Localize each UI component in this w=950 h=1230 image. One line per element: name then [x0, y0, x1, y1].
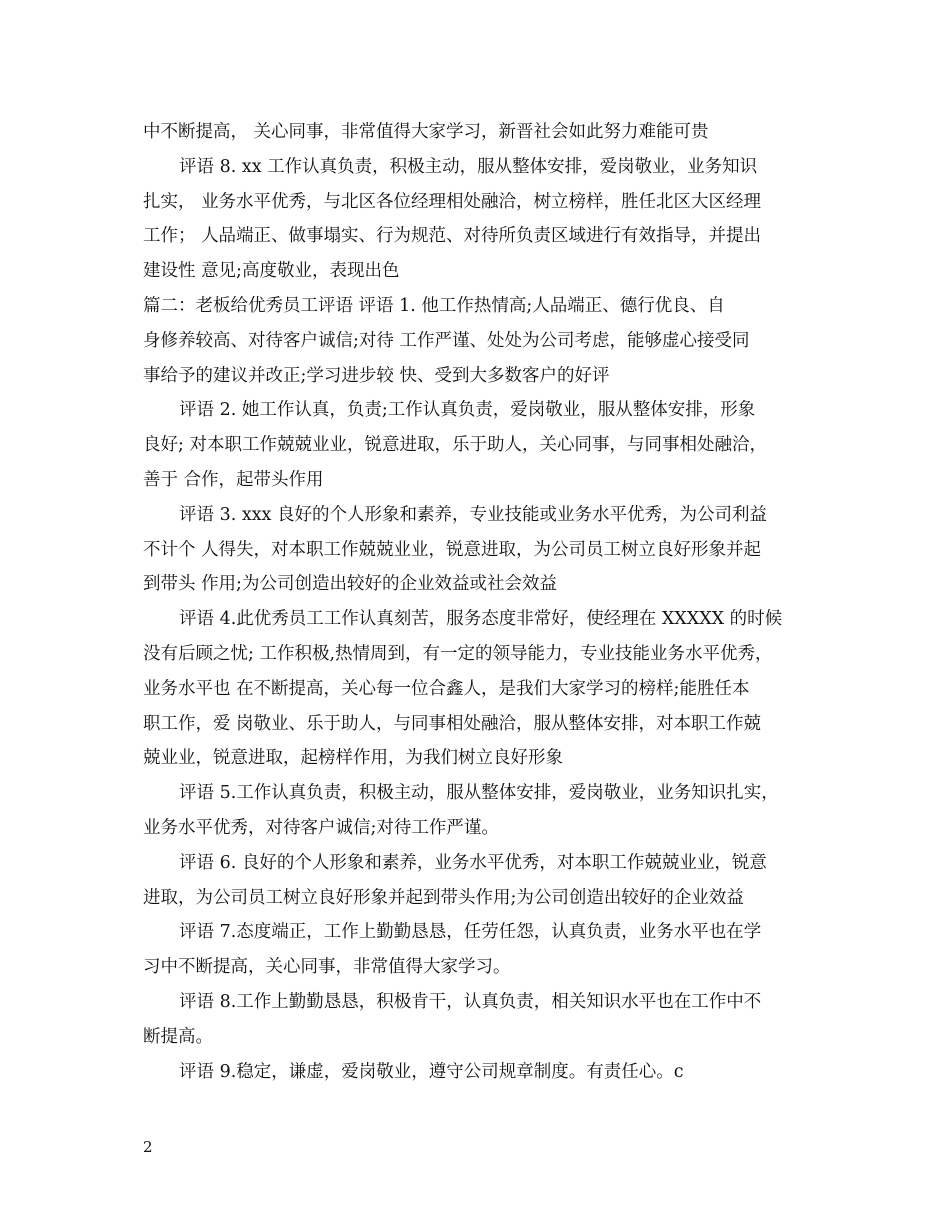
text-line: 评语 4.此优秀员工工作认真刻苦，服务态度非常好，使经理在 XXXXX 的时候: [179, 609, 783, 630]
text-line: 善于 合作，起带头作用: [143, 469, 324, 490]
text-line: 断提高。: [143, 1026, 213, 1047]
text-line: 建设性 意见;高度敬业，表现出色: [143, 261, 400, 282]
text-line: 评语 8.工作上勤勤恳恳，积极肯干，认真负责，相关知识水平也在工作中不: [179, 991, 762, 1012]
text-line: 评语 6. 良好的个人形象和素养，业务水平优秀，对本职工作兢兢业业，锐意: [179, 852, 767, 873]
text-line: 进取，为公司员工树立良好形象并起到带头作用;为公司创造出较好的企业效益: [143, 887, 744, 908]
section-heading-line: 篇二：老板给优秀员工评语 评语 1. 他工作热情高;人品端正、德行优良、自: [143, 295, 725, 316]
text-line: 身修养较高、对待客户诚信;对待 工作严谨、处处为公司考虑，能够虚心接受同: [143, 330, 750, 351]
text-line: 到带头 作用;为公司创造出较好的企业效益或社会效益: [143, 574, 557, 595]
text-line: 业务水平优秀，对待客户诚信;对待工作严谨。: [143, 817, 499, 838]
text-line: 没有后顾之忧; 工作积极,热情周到，有一定的领导能力，专业技能业务水平优秀，: [143, 643, 773, 664]
text-line: 事给予的建议并改正;学习进步较 快、受到大多数客户的好评: [143, 365, 610, 386]
text-line: 评语 7.态度端正，工作上勤勤恳恳，任劳任怨，认真负责，业务水平也在学: [179, 922, 762, 943]
text-line: 评语 8. xx 工作认真负责，积极主动，服从整体安排，爱岗敬业，业务知识: [179, 156, 758, 177]
text-line: 评语 9.稳定，谦虚，爱岗敬业，遵守公司规章制度。有责任心。c: [179, 1061, 684, 1082]
text-line: 扎实， 业务水平优秀，与北区各位经理相处融洽，树立榜样，胜任北区大区经理: [143, 191, 762, 212]
text-line: 兢业业，锐意进取，起榜样作用，为我们树立良好形象: [143, 748, 563, 769]
text-line: 习中不断提高，关心同事，非常值得大家学习。: [143, 957, 511, 978]
text-line: 中不断提高， 关心同事，非常值得大家学习，新晋社会如此努力难能可贵: [143, 122, 709, 142]
text-line: 职工作，爱 岗敬业、乐于助人，与同事相处融洽，服从整体安排，对本职工作兢: [143, 713, 762, 734]
text-line: 评语 2. 她工作认真，负责;工作认真负责，爱岗敬业，服从整体安排，形象: [179, 400, 756, 421]
text-line: 工作； 人品端正、做事塌实、行为规范、对待所负责区域进行有效指导，并提出: [143, 226, 762, 247]
text-line: 不计个 人得失，对本职工作兢兢业业，锐意进取，为公司员工树立良好形象并起: [143, 539, 762, 560]
text-line: 评语 3. xxx 良好的个人形象和素养，专业技能或业务水平优秀，为公司利益: [179, 504, 767, 525]
text-line: 良好; 对本职工作兢兢业业，锐意进取，乐于助人，关心同事，与同事相处融洽，: [143, 435, 767, 456]
text-line: 业务水平也 在不断提高，关心每一位合鑫人，是我们大家学习的榜样;能胜任本: [143, 678, 750, 699]
page-number: 2: [143, 1138, 153, 1156]
text-line: 评语 5.工作认真负责，积极主动，服从整体安排，爱岗敬业，业务知识扎实，: [179, 783, 779, 804]
document-body: [143, 115, 815, 1089]
